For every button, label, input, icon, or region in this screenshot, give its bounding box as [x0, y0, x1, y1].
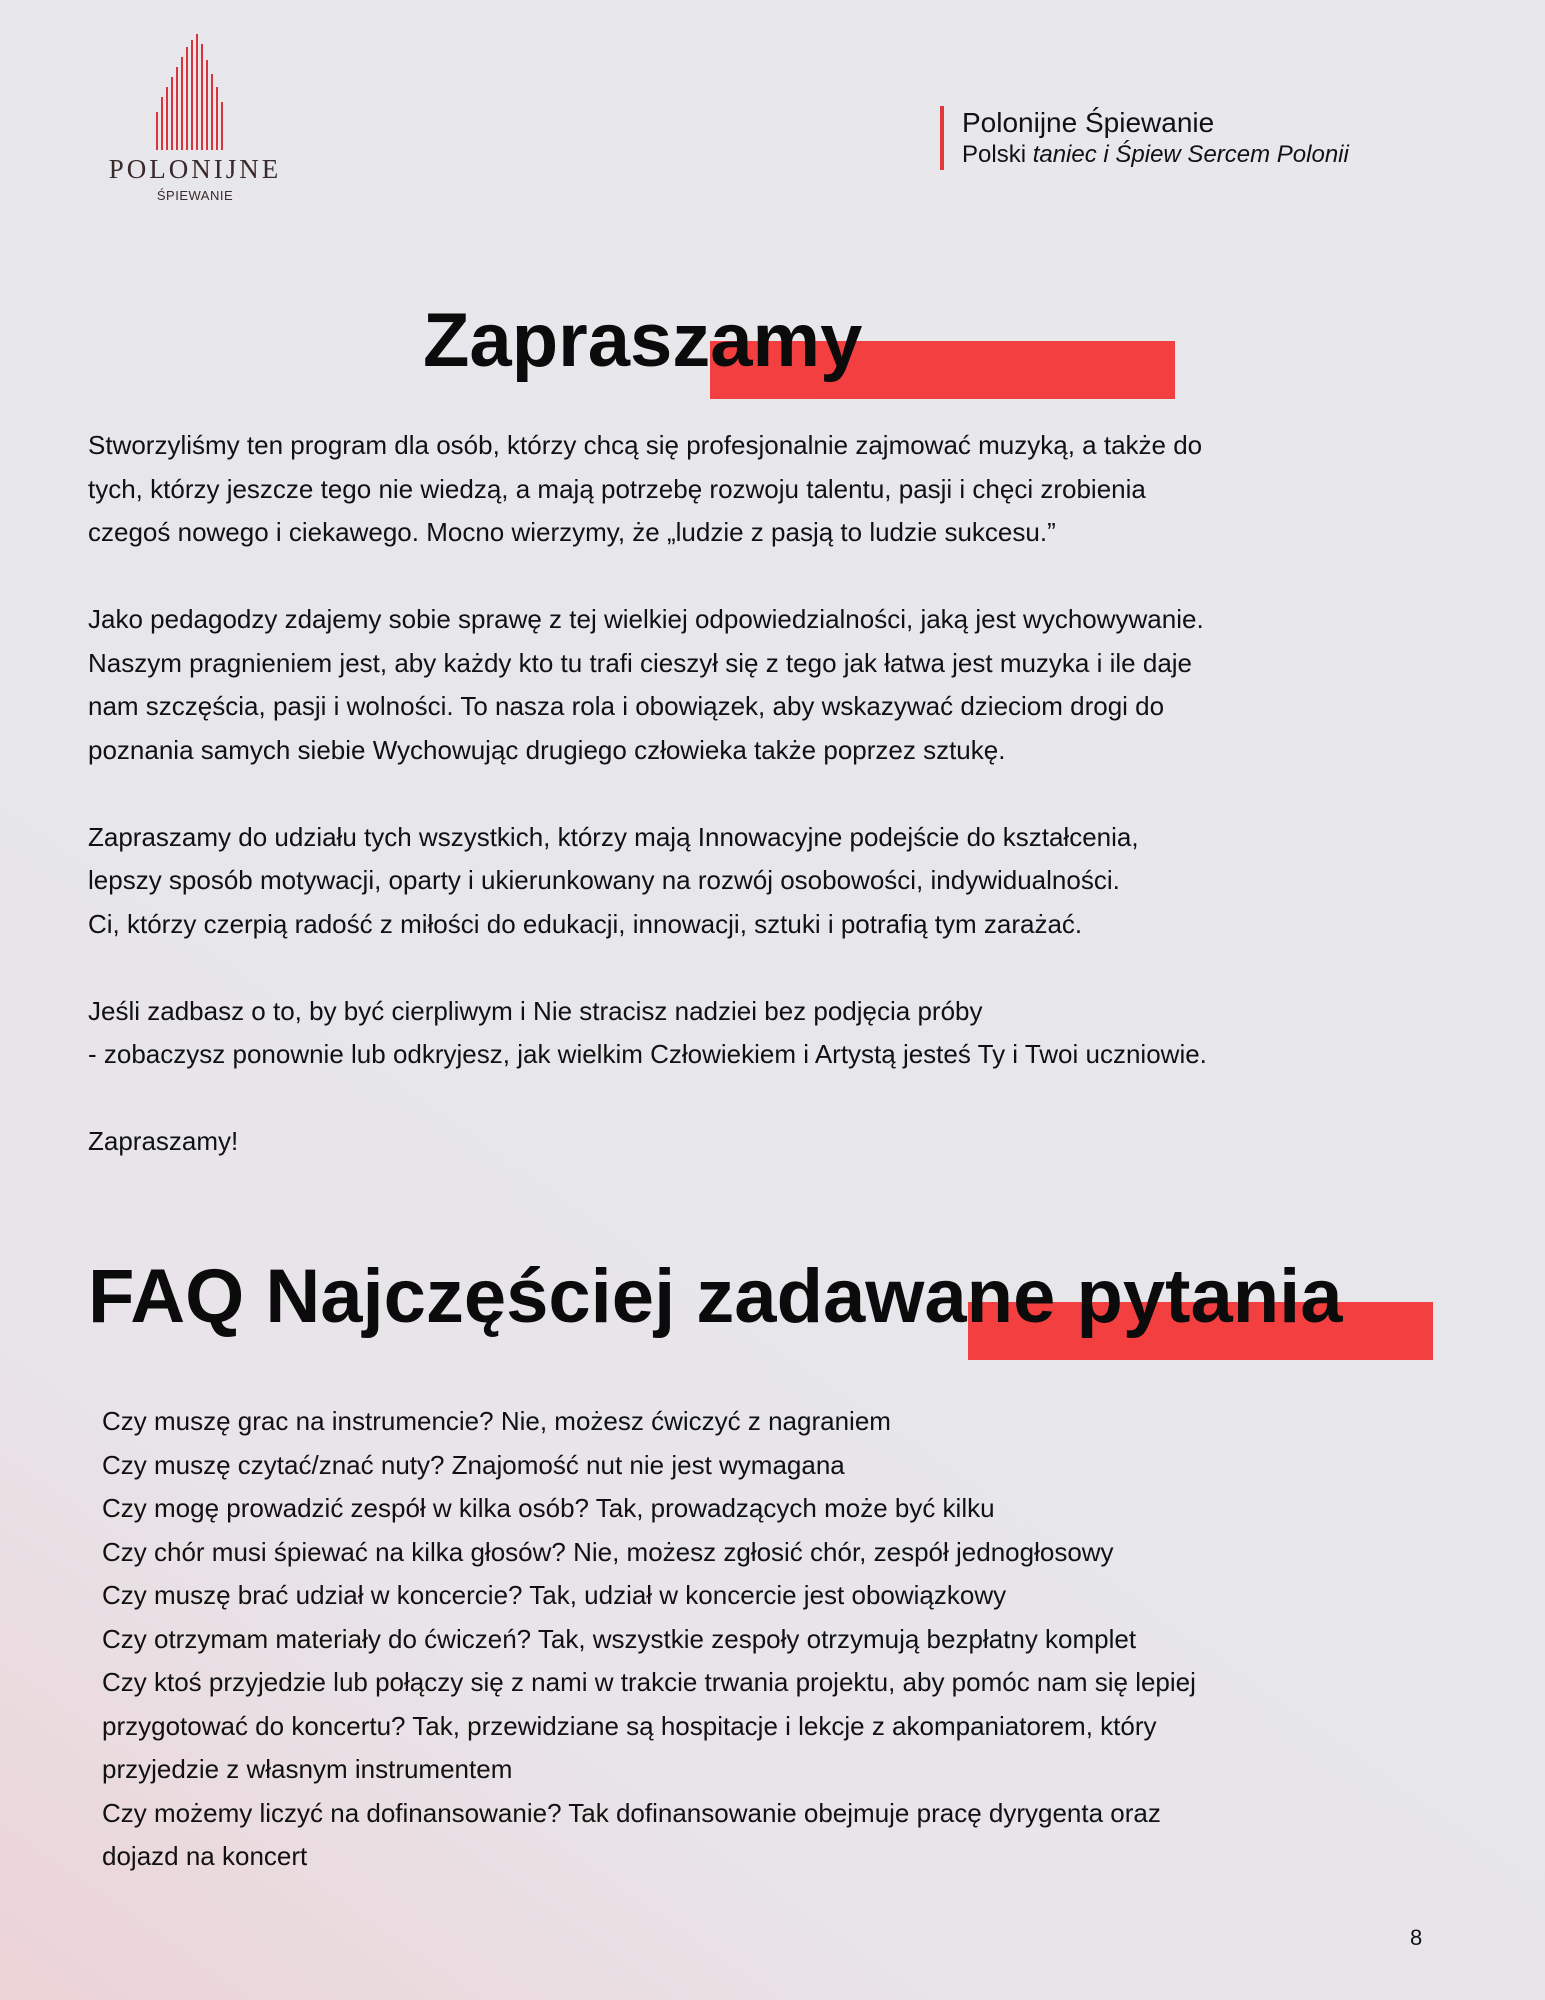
- section-title-faq: FAQ Najczęściej zadawane pytania: [88, 1254, 1343, 1339]
- page-number: 8: [1410, 1925, 1423, 1950]
- faq-line: Czy możemy liczyć na dofinansowanie? Tak dofinansowanie obejmuje pracę dyrygenta oraz: [102, 1797, 1161, 1828]
- intro-line: nam szczęścia, pasji i wolności. To nasza rola i obowiązek, aby wskazywać dzieciom drogi do: [88, 691, 1165, 721]
- faq-list: [102, 1400, 1432, 1879]
- intro-paragraph: [88, 598, 1418, 772]
- intro-paragraph: [88, 990, 1418, 1077]
- faq-line: Czy otrzymam materiały do ćwiczeń? Tak, wszystkie zespoły otrzymują bezpłatny komplet: [102, 1623, 1137, 1654]
- intro-line: Zapraszamy do udziału tych wszystkich, którzy mają Innowacyjne podejście do kształcenia,: [88, 821, 1139, 852]
- faq-line: Czy mogę prowadzić zespół w kilka osób? Tak, prowadzących może być kilku: [102, 1493, 995, 1523]
- brand-tagline-italic: taniec i Śpiew Sercem Polonii: [1032, 141, 1349, 168]
- logo-subtitle: ŚPIEWANIE: [156, 188, 234, 203]
- faq-line: dojazd na koncert: [102, 1841, 308, 1871]
- intro-line: czegoś nowego i ciekawego. Mocno wierzymy, że „ludzie z pasją to ludzie sukcesu.”: [88, 517, 1056, 547]
- intro-paragraph: [88, 816, 1418, 947]
- intro-line: Naszym pragnieniem jest, aby każdy kto tu trafi cieszył się z tego jak łatwa jest muzyka i ile daje: [88, 647, 1193, 678]
- intro-text: [88, 424, 1418, 1207]
- faq-line: Czy chór musi śpiewać na kilka głosów? Nie, możesz zgłosić chór, zespół jednogłosowy: [102, 1536, 1114, 1567]
- intro-line: tych, którzy jeszcze tego nie wiedzą, a mają potrzebę rozwoju talentu, pasji i chęci zrobienia: [88, 473, 1146, 504]
- intro-line: Zapraszamy!: [88, 1126, 239, 1156]
- intro-line: lepszy sposób motywacji, oparty i ukierunkowany na rozwój osobowości, indywidualności.: [88, 865, 1120, 895]
- faq-line: Czy muszę grac na instrumencie? Nie, możesz ćwiczyć z nagraniem: [102, 1406, 891, 1436]
- intro-line: - zobaczysz ponownie lub odkryjesz, jak wielkim Człowiekiem i Artystą jesteś Ty i Twoi uczniowie.: [88, 1039, 1207, 1069]
- intro-line: Ci, którzy czerpią radość z miłości do edukacji, innowacji, sztuki i potrafią tym zarażać.: [88, 908, 1083, 939]
- faq-line: przyjedzie z własnym instrumentem: [102, 1754, 513, 1784]
- logo-wordmark: POLONIJNE: [108, 154, 282, 184]
- intro-paragraph: [88, 424, 1418, 555]
- faq-line: Czy ktoś przyjedzie lub połączy się z nami w trakcie trwania projektu, aby pomóc nam się lepiej: [102, 1667, 1196, 1697]
- brand-name: Polonijne Śpiewanie: [962, 107, 1215, 138]
- intro-paragraph: [88, 1120, 1418, 1164]
- faq-line: Czy muszę brać udział w koncercie? Tak, udział w koncercie jest obowiązkowy: [102, 1580, 1007, 1610]
- logo: [105, 32, 285, 212]
- intro-line: Stworzyliśmy ten program dla osób, którzy chcą się profesjonalnie zajmować muzyką, a także do: [88, 430, 1203, 460]
- brand-tagline: [962, 140, 1349, 170]
- brand-header: [940, 106, 1349, 170]
- faq-line: przygotować do koncertu? Tak, przewidziane są hospitacje i lekcje z akompaniatorem, który: [102, 1710, 1157, 1741]
- brand-tagline-plain: Polski: [962, 141, 1033, 168]
- section-title-zapraszamy: Zapraszamy: [423, 298, 863, 383]
- intro-line: poznania samych siebie Wychowując drugiego człowieka także poprzez sztukę.: [88, 734, 1006, 765]
- faq-line: Czy muszę czytać/znać nuty? Znajomość nut nie jest wymagana: [102, 1449, 845, 1480]
- intro-line: Jeśli zadbasz o to, by być cierpliwym i Nie stracisz nadziei bez podjęcia próby: [88, 995, 983, 1026]
- logo-bars-graphic: [155, 32, 235, 152]
- intro-line: Jako pedagodzy zdajemy sobie sprawę z tej wielkiej odpowiedzialności, jaką jest wychowywanie.: [88, 604, 1204, 634]
